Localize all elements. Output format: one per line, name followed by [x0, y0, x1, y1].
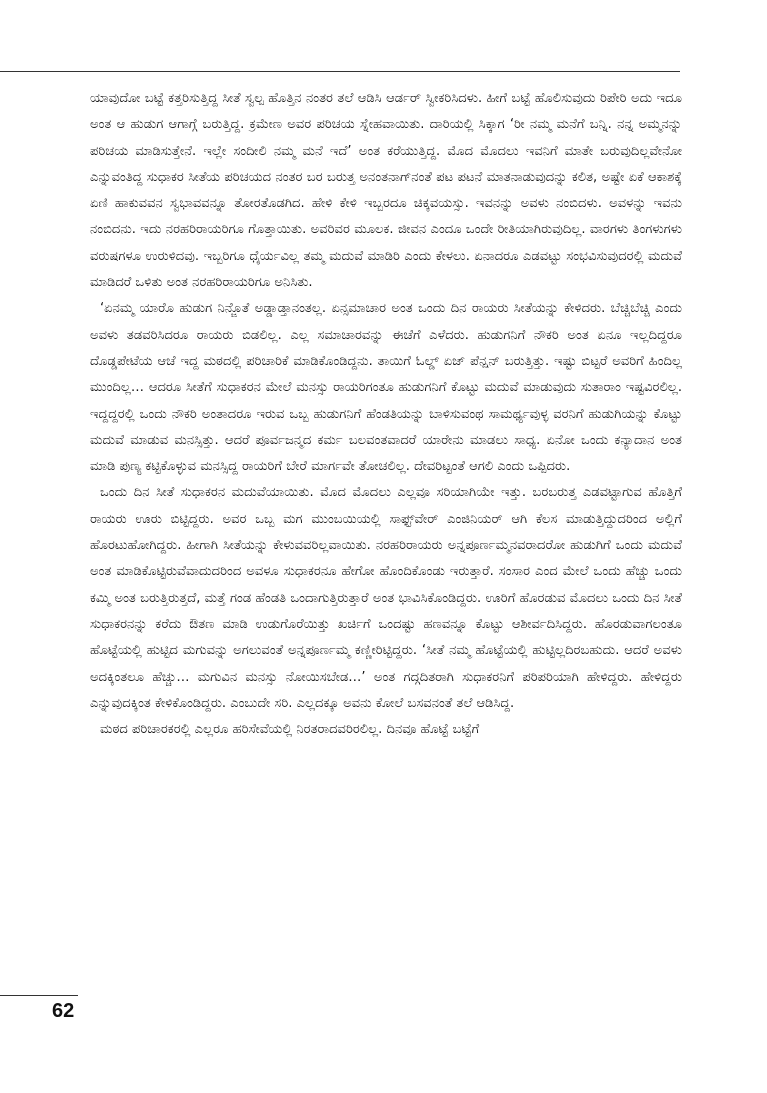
paragraph-3: ಒಂದು ದಿನ ಸೀತೆ ಸುಧಾಕರನ ಮದುವೆಯಾಯಿತು. ಮೊದ ಮೊದಲು ಎಲ್ಲವೂ ಸರಿಯಾಗಿಯೇ ಇತ್ತು. ಬರಬರುತ್ತ ಎಡವಟ್ಟಾಗುವ ಹೊತ್ತಿಗೆ ರಾಯರು ಊರು ಬಿಟ್ಟಿದ್ದರು. ಅವರ ಒಬ್ಬ ಮಗ ಮುಂಬಯಿಯಲ್ಲಿ ಸಾಫ್ಟ್‌ವೇರ್ ಎಂಜಿನಿಯರ್ ಆಗಿ ಕೆಲಸ ಮಾಡುತ್ತಿದ್ದುದರಿಂದ ಅಲ್ಲಿಗೆ ಹೊರಟುಹೋಗಿದ್ದರು. ಹೀಗಾಗಿ ಸೀತೆಯನ್ನು ಕೇಳುವವರಿಲ್ಲವಾಯಿತು. ನರಹರಿರಾಯರು ಅನ್ನಪೂರ್ಣಮ್ಮನವರಾದರೋ ಹುಡುಗಿಗೆ ಒಂದು ಮದುವೆ ಅಂತ ಮಾಡಿಕೊಟ್ಟಿರುವೆವಾದುದರಿಂದ ಅವಳೂ ಸುಧಾಕರನೂ ಹೇಗೋ ಹೊಂದಿಕೊಂಡು ಇರುತ್ತಾರೆ. ಸಂಸಾರ ಎಂದ ಮೇಲೆ ಒಂದು ಹೆಚ್ಚು ಒಂದು ಕಮ್ಮಿ ಅಂತ ಬರುತ್ತಿರುತ್ತದೆ, ಮತ್ತೆ ಗಂಡ ಹೆಂಡತಿ ಒಂದಾಗುತ್ತಿರುತ್ತಾರೆ ಅಂತ ಭಾವಿಸಿಕೊಂಡಿದ್ದರು. ಊರಿಗೆ ಹೊರಡುವ ಮೊದಲು ಒಂದು ದಿನ ಸೀತೆ ಸುಧಾಕರನನ್ನು ಕರೆದು ಔತಣ ಮಾಡಿ ಉಡುಗೊರೆಯಿತ್ತು ಖರ್ಚಿಗೆ ಒಂದಷ್ಟು ಹಣವನ್ನೂ ಕೊಟ್ಟು ಆಶೀರ್ವದಿಸಿದ್ದರು. ಹೊರಡುವಾಗಲಂತೂ ಹೊಟ್ಟೆಯಲ್ಲಿ ಹುಟ್ಟಿದ ಮಗುವನ್ನು ಅಗಲುವಂತೆ ಅನ್ನಪೂರ್ಣಮ್ಮ ಕಣ್ಣೀರಿಟ್ಟಿದ್ದರು. ‘ಸೀತೆ ನಮ್ಮ ಹೊಟ್ಟೆಯಲ್ಲಿ ಹುಟ್ಟಿಲ್ಲದಿರಬಹುದು. ಆದರೆ ಅವಳು ಅದಕ್ಕಿಂತಲೂ ಹೆಚ್ಚು… ಮಗುವಿನ ಮನಸ್ಸು ನೋಯಿಸಬೇಡ…’ ಅಂತ ಗದ್ಗದಿತರಾಗಿ ಸುಧಾಕರನಿಗೆ ಪರಿಪರಿಯಾಗಿ ಹೇಳಿದ್ದರು. ಹೇಳಿದ್ದರು ಎನ್ನುವುದಕ್ಕಿಂತ ಕೇಳಿಕೊಂಡಿದ್ದರು. ಎಂಬುದೇ ಸರಿ. ಎಲ್ಲದಕ್ಕೂ ಅವನು ಕೋಲೆ ಬಸವನಂತೆ ತಲೆ ಆಡಿಸಿದ್ದ. — [90, 485, 682, 711]
body-text — [90, 86, 682, 743]
header-rule — [0, 71, 680, 72]
paragraph-1: ಯಾವುದೋ ಬಟ್ಟೆ ಕತ್ತರಿಸುತ್ತಿದ್ದ ಸೀತೆ ಸ್ವಲ್ಪ ಹೊತ್ತಿನ ನಂತರ ತಲೆ ಆಡಿಸಿ ಆರ್ಡರ್ ಸ್ವೀಕರಿಸಿದಳು. ಹೀಗೆ ಬಟ್ಟೆ ಹೊಲಿಸುವುದು ರಿಪೇರಿ ಅದು ಇದೂ ಅಂತ ಆ ಹುಡುಗ ಆಗಾಗ್ಗೆ ಬರುತ್ತಿದ್ದ. ಕ್ರಮೇಣ ಅವರ ಪರಿಚಯ ಸ್ನೇಹವಾಯಿತು. ದಾರಿಯಲ್ಲಿ ಸಿಕ್ಕಾಗ ‘ರೀ ನಮ್ಮ ಮನೆಗೆ ಬನ್ನಿ. ನನ್ನ ಅಮ್ಮನನ್ನು ಪರಿಚಯ ಮಾಡಿಸುತ್ತೇನೆ. ಇಲ್ಲೇ ಸಂದೀಲಿ ನಮ್ಮ ಮನೆ ಇದೆ’ ಅಂತ ಕರೆಯುತ್ತಿದ್ದ. ಮೊದ ಮೊದಲು ಇವನಿಗೆ ಮಾತೇ ಬರುವುದಿಲ್ಲವೇನೋ ಎನ್ನುವಂತಿದ್ದ ಸುಧಾಕರ ಸೀತೆಯ ಪರಿಚಯದ ನಂತರ ಬರ ಬರುತ್ತ ಅನಂತನಾಗ್‌ನಂತೆ ಪಟ ಪಟನೆ ಮಾತನಾಡುವುದನ್ನು ಕಲಿತ, ಅಷ್ಟೇ ಏಕೆ ಆಕಾಶಕ್ಕೆ ಏಣಿ ಹಾಕುವವನ ಸ್ವಭಾವವನ್ನೂ ತೋರತೊಡಗಿದ. ಹೇಳಿ ಕೇಳಿ ಇಬ್ಬರದೂ ಚಿಕ್ಕವಯಸ್ಸು. ಇವನನ್ನು ಅವಳು ನಂಬಿದಳು. ಅವಳನ್ನು ಇವನು ನಂಬಿದನು. ಇದು ನರಹರಿರಾಯರಿಗೂ ಗೊತ್ತಾಯಿತು. ಅವರಿವರ ಮೂಲಕ. ಜೀವನ ಎಂದೂ ಒಂದೇ ರೀತಿಯಾಗಿರುವುದಿಲ್ಲ. ವಾರಗಳು ತಿಂಗಳುಗಳು ವರುಷಗಳೂ ಉರುಳಿದವು. ಇಬ್ಬರಿಗೂ ಧೈರ್ಯವಿಲ್ಲ ತಮ್ಮ ಮದುವೆ ಮಾಡಿರಿ ಎಂದು ಕೇಳಲು. ಏನಾದರೂ ಎಡವಟ್ಟು ಸಂಭವಿಸುವುದರಲ್ಲಿ ಮದುವೆ ಮಾಡಿದರೆ ಒಳಿತು ಅಂತ ನರಹರಿರಾಯರಿಗೂ ಅನಿಸಿತು. — [90, 91, 682, 291]
page-number: 62 — [52, 1000, 75, 1022]
paragraph-2: ‘ಏನಮ್ಮ ಯಾರೊ ಹುಡುಗ ನಿನ್ಜೊತೆ ಅಡ್ಡಾಡ್ತಾನಂತಲ್ಲ. ಏನ್ಸಮಾಚಾರ ಅಂತ ಒಂದು ದಿನ ರಾಯರು ಸೀತೆಯನ್ನು ಕೇಳಿದರು. ಬೆಚ್ಚಿಬೆಚ್ಚಿ ಎಂದು ಅವಳು ತಡವರಿಸಿದರೂ ರಾಯರು ಬಿಡಲಿಲ್ಲ. ಎಲ್ಲ ಸಮಾಚಾರವನ್ನು ಈಚೆಗೆ ಎಳೆದರು. ಹುಡುಗನಿಗೆ ನೌಕರಿ ಅಂತ ಏನೂ ಇಲ್ಲದಿದ್ದರೂ ದೊಡ್ಡಪೇಟೆಯ ಆಚೆ ಇದ್ದ ಮಠದಲ್ಲಿ ಪರಿಚಾರಿಕೆ ಮಾಡಿಕೊಂಡಿದ್ದನು. ತಾಯಿಗೆ ಓಲ್ಡ್ ಏಜ್ ಪೆನ್ಷನ್ ಬರುತ್ತಿತ್ತು. ಇಷ್ಟು ಬಿಟ್ಟರೆ ಅವರಿಗೆ ಹಿಂದಿಲ್ಲ ಮುಂದಿಲ್ಲ… ಆದರೂ ಸೀತೆಗೆ ಸುಧಾಕರನ ಮೇಲೆ ಮನಸ್ಸು ರಾಯರಿಗಂತೂ ಹುಡುಗನಿಗೆ ಕೊಟ್ಟು ಮದುವೆ ಮಾಡುವುದು ಸುತಾರಾಂ ಇಷ್ಟವಿರಲಿಲ್ಲ. ಇದ್ದದ್ದರಲ್ಲಿ ಒಂದು ನೌಕರಿ ಅಂತಾದರೂ ಇರುವ ಒಬ್ಬ ಹುಡುಗನಿಗೆ ಹೆಂಡತಿಯನ್ನು ಬಾಳಿಸುವಂಥ ಸಾಮರ್ಥ್ಯವುಳ್ಳ ವರನಿಗೆ ಹುಡುಗಿಯನ್ನು ಕೊಟ್ಟು ಮದುವೆ ಮಾಡುವ ಮನಸ್ಸಿತ್ತು. ಆದರೆ ಪೂರ್ವಜನ್ಮದ ಕರ್ಮ ಬಲವಂತವಾದರೆ ಯಾರೇನು ಮಾಡಲು ಸಾಧ್ಯ. ಏನೋ ಒಂದು ಕನ್ಯಾದಾನ ಅಂತ ಮಾಡಿ ಪುಣ್ಯ ಕಟ್ಟಿಕೊಳ್ಳುವ ಮನಸ್ಸಿದ್ದ ರಾಯರಿಗೆ ಬೇರೆ ಮಾರ್ಗವೇ ತೋಚಲಿಲ್ಲ. ದೇವರಿಟ್ಟಂತೆ ಆಗಲಿ ಎಂದು ಒಪ್ಪಿದರು. — [90, 301, 682, 475]
paragraph-4: ಮಠದ ಪರಿಚಾರಕರಲ್ಲಿ ಎಲ್ಲರೂ ಹರಿಸೇವೆಯಲ್ಲಿ ನಿರತರಾದವರಿರಲಿಲ್ಲ. ದಿನವೂ ಹೊಟ್ಟೆ ಬಟ್ಟೆಗೆ — [100, 722, 480, 738]
footer-rule — [0, 995, 78, 996]
